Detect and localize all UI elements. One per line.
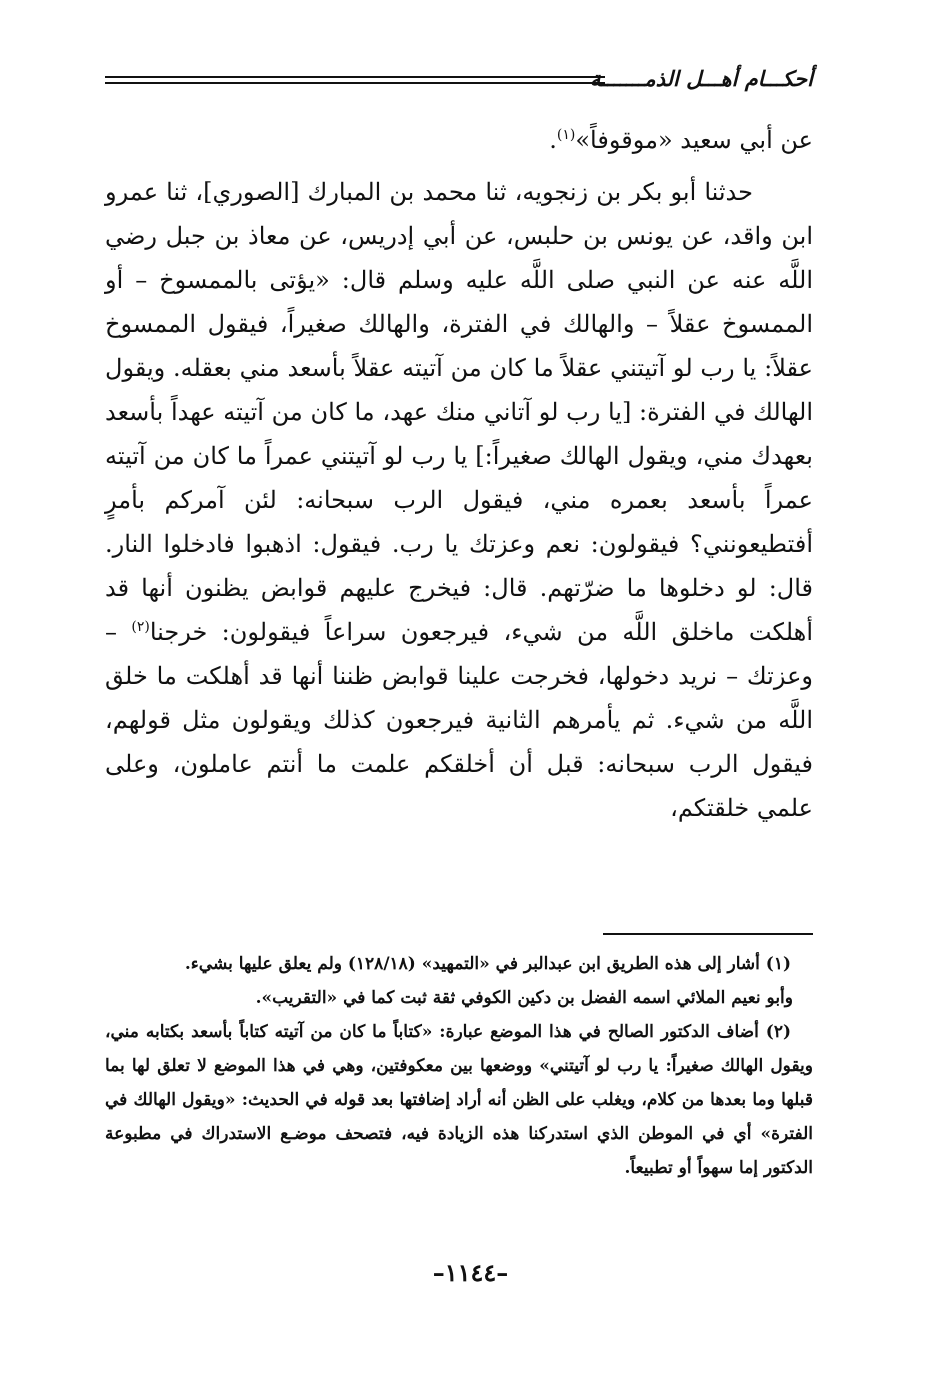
note-ref-1: (١) — [556, 127, 576, 143]
paragraph-1: عن أبي سعيد «موقوفاً»$^{(١)}$. — [549, 126, 813, 154]
note-ref-2: (٢) — [131, 619, 150, 635]
paragraph-2-text: حدثنا أبو بكر بن زنجويه، ثنا محمد بن المبارك [الصوري]، ثنا عمرو ابن واقد، عن يونس بن حلبس، عن أبي إدريس، عن معاذ بن جبل رضي اللَّه عنه عن النبي صلى اللَّه عليه وسلم قال: «يؤتى بالممسوخ – أو الممسوخ عقلاً – والهالك في الفترة، والهالك صغيراً، فيقول الممسوخ عقلاً: يا رب لو آتيتني عقلاً ما كان من آتيته عقلاً بأسعد مني بعقله. ويقول الهالك في الفترة: [يا رب لو آتاني منك عهد، ما كان من آتيته عهداً بأسعد بعهدك مني، ويقول الهالك صغيراً:] يا رب لو آتيتني عمراً ما كان من آتيته عمراً بأسعد بعمره مني، فيقول الرب سبحانه: لئن آمركم بأمرٍ أفتطيعونني؟ فيقولون: نعم وعزتك يا رب. فيقول: اذهبوا فادخلوا النار. قال: لو دخلوها ما ضرّتهم. قال: فيخرج عليهم قوابض يظنون أنها قد أهلكت ماخلق اللَّه من شيء، فيرجعون سراعاً فيقولون: خرجنا — [105, 178, 813, 646]
paragraph-2 — [105, 170, 813, 830]
footnote-1-continued: وأبو نعيم الملائي اسمه الفضل بن دكين الكوفي ثقة ثبت كما في «التقريب». — [255, 988, 793, 1008]
footnotes — [105, 947, 813, 1185]
paragraph-2-continued: – وعزتك – نريد دخولها، فخرجت علينا قوابض ظننا أنها قد أهلكت ما خلق اللَّه من شيء. ثم يأمرهم الثانية فيرجعون كذلك ويقولون مثل قولهم، فيقول الرب سبحانه: قبل أن أخلقكم علمت ما أنتم عاملون، وعلى علمي خلقتكم، — [105, 618, 813, 822]
header-title: أحكـــام أهـــل الذمـــــــة — [590, 66, 813, 91]
running-header — [105, 60, 813, 100]
header-double-rule — [105, 76, 605, 88]
main-text — [105, 118, 813, 830]
footnote-separator — [603, 933, 813, 935]
footnote-1: (١) أشار إلى هذه الطريق ابن عبدالبر في «التمهيد» (١٢٨/١٨) ولم يعلق عليها بشيء. — [184, 954, 791, 974]
paragraph-1-text: عن أبي سعيد «موقوفاً» — [575, 126, 813, 154]
page-number: –١١٤٤– — [432, 1258, 509, 1287]
footnote-2: (٢) أضاف الدكتور الصالح في هذا الموضع عبارة: «كتاباً ما كان من آتيته كتاباً بأسعد بكتابه مني، ويقول الهالك صغيراً: يا رب لو آتيتني» ووضعها بين معكوفتين، وهي في هذا الموضع لا تعلق لها بما قبلها وما بعدها من كلام، ويغلب على الظن أنه أراد إضافتها بعد قوله في الحديث: «ويقول الهالك في الفترة» أي في الموطن الذي استدركنا هذه الزيادة فيه، فتصحف موضـع الاستدراك في مطبوعة الدكتور إما سهواً أو تطبيعاً. — [105, 1022, 813, 1178]
